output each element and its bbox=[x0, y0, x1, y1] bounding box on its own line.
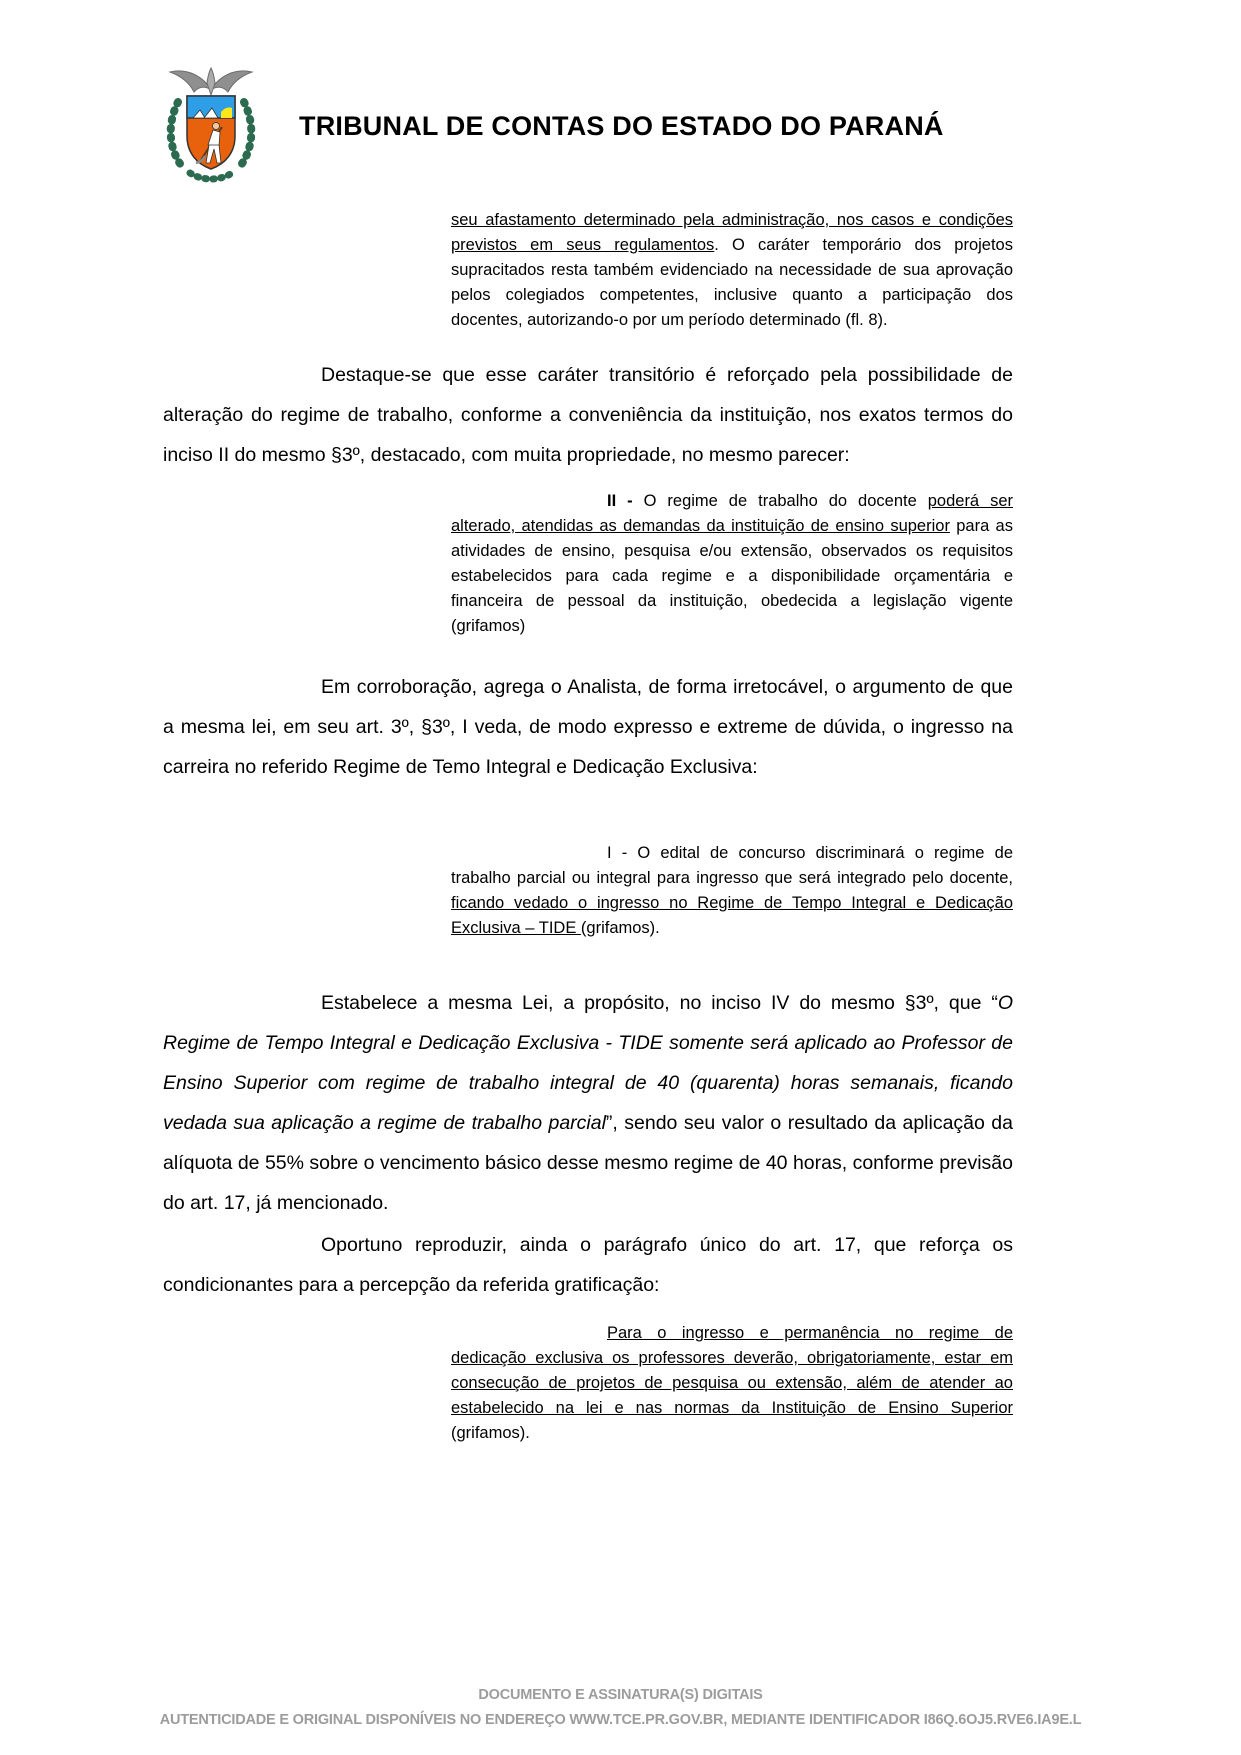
document-body bbox=[0, 208, 1241, 1446]
quote-text: . O caráter temporário dos projetos supracitados resta também evidenciado na necessidade de sua aprovação pelos colegiados competentes, inclusive quanto a participação dos docentes, autorizando-o por um período determinado (fl. 8). bbox=[451, 236, 1013, 329]
quote-underlined-text: poderá ser alterado, atendidas as demandas da instituição de ensino superior bbox=[451, 492, 1013, 535]
paragraph-estabelece bbox=[163, 983, 1013, 1223]
quote-text: (grifamos). bbox=[451, 1424, 530, 1442]
footer-line-digital-signature: DOCUMENTO E ASSINATURA(S) DIGITAIS bbox=[478, 1687, 763, 1703]
quote-text: I - O edital de concurso discriminará o regime de trabalho parcial ou integral para ingresso que será integrado pelo docente, bbox=[451, 844, 1013, 887]
shield-icon bbox=[187, 96, 235, 169]
quote-underlined-text: seu afastamento determinado pela administração, nos casos e condições previstos em seus regulamentos bbox=[451, 211, 1013, 254]
footer-line-authenticity: AUTENTICIDADE E ORIGINAL DISPONÍVEIS NO ENDEREÇO WWW.TCE.PR.GOV.BR, MEDIANTE IDENTIFICADOR I86Q.6OJ5.RVE6.IA9E.L bbox=[159, 1712, 1082, 1728]
quote-block-inciso-i bbox=[451, 841, 1013, 941]
page-title: TRIBUNAL DE CONTAS DO ESTADO DO PARANÁ bbox=[299, 110, 944, 141]
coat-of-arms-icon bbox=[163, 66, 259, 186]
parana-coat-of-arms-logo bbox=[163, 66, 259, 186]
quote-text: O regime de trabalho do docente bbox=[643, 492, 928, 510]
paragraph-corroboracao: Em corroboração, agrega o Analista, de forma irretocável, o argumento de que a mesma lei, em seu art. 3º, §3º, I veda, de modo expresso e extreme de dúvida, o ingresso na carreira no referido Regime de Temo Integral e Dedicação Exclusiva: bbox=[163, 676, 1013, 778]
paragraph-text: ”, sendo seu valor o resultado da aplicação da alíquota de 55% sobre o vencimento básico desse mesmo regime de 40 horas, conforme previsão do art. 17, já mencionado. bbox=[163, 1112, 1014, 1214]
quote-block-paragrafo-unico bbox=[451, 1321, 1013, 1446]
eagle-icon bbox=[170, 68, 252, 95]
quote-block-regulamentos bbox=[451, 208, 1013, 333]
quote-text: para as atividades de ensino, pesquisa e/ou extensão, observados os requisitos estabelecidos para cada regime e a disponibilidade orçamentária e financeira de pessoal da instituição, obedecida a legislação vigente (grifamos) bbox=[451, 517, 1013, 635]
paragraph-destaque: Destaque-se que esse caráter transitório é reforçado pela possibilidade de alteração do regime de trabalho, conforme a conveniência da instituição, nos exatos termos do inciso II do mesmo §3º, destacado, com muita propriedade, no mesmo parecer: bbox=[163, 364, 1013, 466]
quote-underlined-text: Para o ingresso e permanência no regime de dedicação exclusiva os professores deverão, obrigatoriamente, estar em consecução de projetos de pesquisa ou extensão, além de atender ao estabelecido na lei e nas normas da Instituição de Ensino Superior bbox=[451, 1324, 1013, 1417]
quote-underlined-text: ficando vedado o ingresso no Regime de Tempo Integral e Dedicação Exclusiva – TIDE bbox=[451, 894, 1013, 937]
paragraph-text: Estabelece a mesma Lei, a propósito, no inciso IV do mesmo §3º, que “ bbox=[321, 992, 998, 1014]
document-header bbox=[0, 0, 1241, 186]
quote-text: (grifamos). bbox=[580, 919, 660, 937]
document-footer bbox=[0, 1683, 1241, 1733]
quote-block-inciso-ii bbox=[451, 489, 1013, 639]
quote-bold-label: II - bbox=[607, 492, 644, 510]
paragraph-italic-text: O Regime de Tempo Integral e Dedicação Exclusiva - TIDE somente será aplicado ao Professor de Ensino Superior com regime de trabalho integral de 40 (quarenta) horas semanais, ficando vedada sua aplicação a regime de trabalho parcial bbox=[163, 992, 1013, 1134]
paragraph-oportuno: Oportuno reproduzir, ainda o parágrafo único do art. 17, que reforça os condicionantes para a percepção da referida gratificação: bbox=[163, 1234, 1013, 1296]
